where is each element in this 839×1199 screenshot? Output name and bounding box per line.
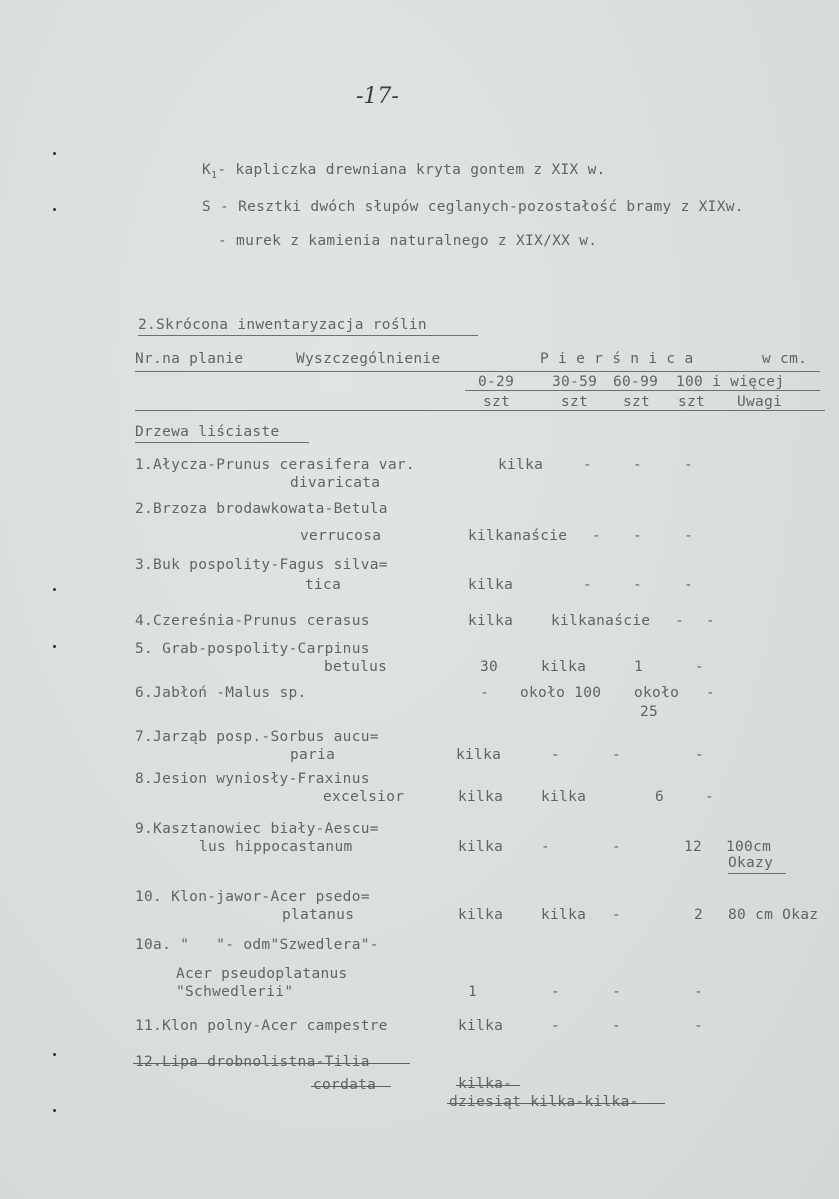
row-7-name-cont: paria — [290, 747, 336, 763]
row-10a-v2: - — [551, 984, 561, 1000]
row-4-name: 4.Czereśnia-Prunus cerasus — [135, 613, 370, 629]
row-9-v1: kilka — [458, 839, 504, 855]
row-6-v3: około — [634, 685, 680, 701]
row-10-v3: - — [612, 907, 622, 923]
row-10a-name-cont2: "Schwedlerii" — [176, 984, 294, 1000]
row-7-v2: - — [551, 747, 561, 763]
row-6-v2: około 100 — [520, 685, 602, 701]
unit-3: szt — [678, 394, 706, 410]
row-5-name: 5. Grab-pospolity-Carpinus — [135, 641, 370, 657]
range-1: 30-59 — [552, 374, 598, 390]
row-10-note: 80 cm Okaz — [728, 907, 819, 923]
page-number: -17- — [356, 84, 399, 109]
col-unit-header: w cm. — [762, 351, 808, 367]
margin-dot — [53, 645, 56, 648]
legend-k1-sub: 1 — [211, 169, 218, 181]
section-title: 2.Skrócona inwentaryzacja roślin — [138, 318, 478, 336]
row-12-v1-cont: dziesiąt kilka-kilka- — [449, 1094, 639, 1110]
legend-k1 — [202, 163, 606, 181]
row-10a-v1: 1 — [468, 984, 478, 1000]
header-rule-1 — [135, 371, 820, 372]
row-3-name: 3.Buk pospolity-Fagus silva= — [135, 557, 388, 573]
row-11-v2: - — [551, 1018, 561, 1034]
row-7-v1: kilka — [456, 747, 502, 763]
row-7-name: 7.Jarząb posp.-Sorbus aucu= — [135, 729, 379, 745]
range-3: 100 i więcej — [676, 374, 785, 390]
legend-murek: - murek z kamienia naturalnego z XIX/XX w. — [218, 233, 598, 249]
row-10a-v4: - — [694, 984, 704, 1000]
row-3-v1: kilka — [468, 577, 514, 593]
row-1-name: 1.Ałycza-Prunus cerasifera var. — [135, 457, 415, 473]
row-8-v4: - — [705, 789, 715, 805]
legend-s: S - Resztki dwóch słupów ceglanych-pozostałość bramy z XIXw. — [202, 199, 744, 215]
row-4-v4: - — [706, 613, 716, 629]
range-2: 60-99 — [613, 374, 659, 390]
row-7-v4: - — [695, 747, 705, 763]
row-12-strike-4 — [447, 1103, 665, 1104]
row-1-v2: - — [583, 457, 593, 473]
row-6-v4: - — [706, 685, 716, 701]
margin-dot — [53, 588, 56, 591]
header-rule-3 — [135, 410, 825, 411]
range-0: 0-29 — [478, 374, 515, 390]
row-6-v3-cont: 25 — [640, 704, 659, 720]
row-2-name: 2.Brzoza brodawkowata-Betula — [135, 501, 388, 517]
row-6-name: 6.Jabłoń -Malus sp. — [135, 685, 307, 701]
legend-k1-text: - kapliczka drewniana kryta gontem z XIX w. — [217, 162, 606, 178]
row-2-name-cont: verrucosa — [300, 528, 382, 544]
col-spec-header: Wyszczególnienie — [296, 351, 441, 367]
row-8-v3: 6 — [655, 789, 665, 805]
row-12-v1: kilka- — [458, 1076, 513, 1092]
row-9-name-cont: lus hippocastanum — [199, 839, 353, 855]
row-10a-name: 10a. " "- odm"Szwedlera"- — [135, 937, 379, 953]
row-11-name: 11.Klon polny-Acer campestre — [135, 1018, 388, 1034]
row-5-name-cont: betulus — [324, 659, 388, 675]
row-8-name: 8.Jesion wyniosły-Fraxinus — [135, 771, 370, 787]
unit-2: szt — [623, 394, 651, 410]
row-12-strike-2 — [311, 1086, 391, 1087]
row-2-v4: - — [684, 528, 694, 544]
row-10a-v3: - — [612, 984, 622, 1000]
row-4-v3: - — [675, 613, 685, 629]
unit-1: szt — [561, 394, 589, 410]
row-12-strike-3 — [456, 1085, 520, 1086]
legend-k1-symbol: K — [202, 162, 212, 178]
row-9-v2: - — [541, 839, 551, 855]
row-8-name-cont: excelsior — [323, 789, 405, 805]
col-piersnica-header: P i e r ś n i c a — [540, 351, 694, 367]
row-1-name-cont: divaricata — [290, 475, 381, 491]
row-12-name-cont: cordata — [313, 1077, 377, 1093]
row-6-v1: - — [480, 685, 490, 701]
col-notes-header: Uwagi — [737, 394, 783, 410]
row-8-v2: kilka — [541, 789, 587, 805]
row-1-v3: - — [633, 457, 643, 473]
row-3-name-cont: tica — [305, 577, 342, 593]
row-10-v2: kilka — [541, 907, 587, 923]
row-5-v2: kilka — [541, 659, 587, 675]
row-10a-name-cont: Acer pseudoplatanus — [176, 966, 348, 982]
header-rule-2 — [465, 390, 820, 391]
margin-dot — [53, 152, 56, 155]
row-7-v3: - — [612, 747, 622, 763]
row-4-v2: kilkanaście — [551, 613, 651, 629]
row-4-v1: kilka — [468, 613, 514, 629]
row-2-v3: - — [633, 528, 643, 544]
row-3-v4: - — [684, 577, 694, 593]
row-9-v4: 12 — [684, 839, 703, 855]
row-10-v4: 2 — [694, 907, 704, 923]
row-10-name: 10. Klon-jawor-Acer psedo= — [135, 889, 370, 905]
row-10-name-cont: platanus — [282, 907, 355, 923]
margin-dot — [53, 208, 56, 211]
col-nr-header: Nr.na planie — [135, 351, 244, 367]
row-9-v3: - — [612, 839, 622, 855]
row-9-note-cont: Okazy — [728, 856, 786, 874]
row-2-v2: - — [592, 528, 602, 544]
row-3-v3: - — [633, 577, 643, 593]
row-9-name: 9.Kasztanowiec biały-Aescu= — [135, 821, 379, 837]
unit-0: szt — [483, 394, 511, 410]
row-8-v1: kilka — [458, 789, 504, 805]
margin-dot — [53, 1109, 56, 1112]
row-12-name: 12.Lipa drobnolistna-Tilia — [135, 1054, 370, 1070]
category-label: Drzewa liściaste — [135, 425, 309, 443]
row-11-v3: - — [612, 1018, 622, 1034]
row-1-v1: kilka — [498, 457, 544, 473]
row-9-note: 100cm — [726, 839, 772, 855]
row-5-v3: 1 — [634, 659, 644, 675]
row-3-v2: - — [583, 577, 593, 593]
row-11-v4: - — [694, 1018, 704, 1034]
row-12-strike-1 — [133, 1063, 410, 1064]
row-10-v1: kilka — [458, 907, 504, 923]
row-5-v4: - — [695, 659, 705, 675]
row-5-v1: 30 — [480, 659, 499, 675]
row-11-v1: kilka — [458, 1018, 504, 1034]
margin-dot — [53, 1053, 56, 1056]
row-1-v4: - — [684, 457, 694, 473]
row-2-v1: kilkanaście — [468, 528, 568, 544]
